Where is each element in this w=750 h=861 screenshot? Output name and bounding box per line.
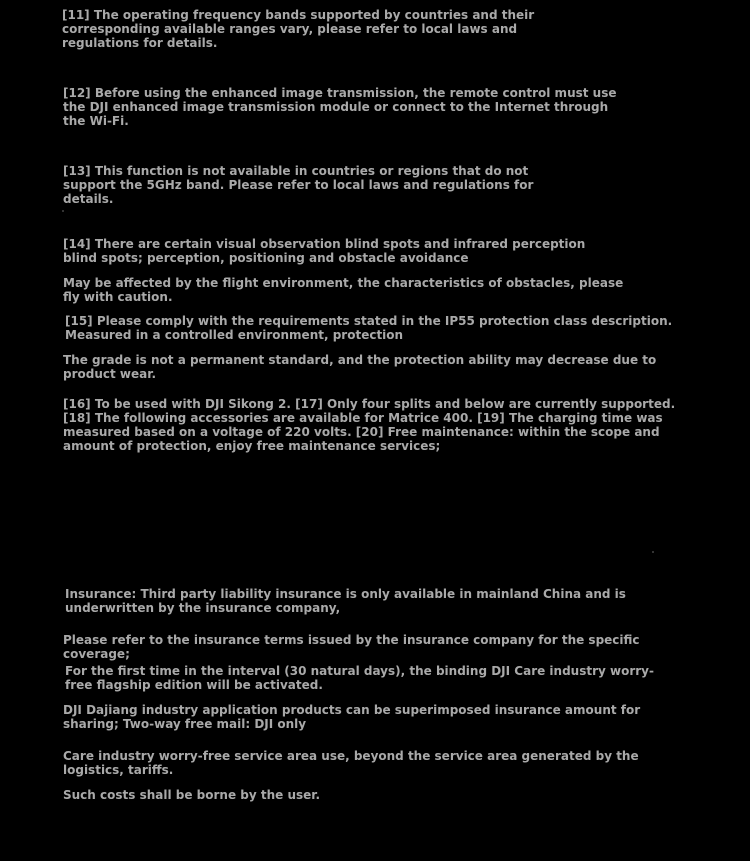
insurance-paragraph-3: For the first time in the interval (30 natural days), the binding DJI Care industry worry-free flagship edition will be activated. (65, 664, 654, 692)
footnote-14-continued: May be affected by the flight environment, the characteristics of obstacles, please fly with caution. (63, 276, 624, 304)
footnote-14: [14] There are certain visual observation blind spots and infrared perception blind spots; perception, positioning and obstacle avoidance (63, 237, 586, 265)
footnote-12: [12] Before using the enhanced image transmission, the remote control must use the DJI enhanced image transmission module or connect to the Internet through the Wi-Fi. (63, 86, 617, 128)
footnote-15-continued: The grade is not a permanent standard, and the protection ability may decrease due to product wear. (63, 353, 657, 381)
insurance-paragraph-2: Please refer to the insurance terms issued by the insurance company for the specific coverage; (63, 633, 640, 661)
insurance-paragraph-1: Insurance: Third party liability insurance is only available in mainland China and is underwritten by the insurance company, (65, 587, 626, 615)
footnote-11: [11] The operating frequency bands supported by countries and their corresponding available ranges vary, please refer to local laws and regulations for details. (62, 8, 535, 50)
insurance-paragraph-4: DJI Dajiang industry application products can be superimposed insurance amount for sharing; Two-way free mail: DJI only (63, 703, 641, 731)
footnote-16-20: [16] To be used with DJI Sikong 2. [17] Only four splits and below are currently supported. [18] The following accessories are available for Matrice 400. [19] The charging time was measured based on a voltage of 220 volts. [20] Free maintenance: within the scope and amount of protection, enjoy free maintenance services; (63, 397, 676, 453)
stray-dot (652, 551, 654, 553)
footnote-13: [13] This function is not available in countries or regions that do not support the 5GHz band. Please refer to local laws and regulations for details. (63, 164, 534, 206)
stray-dot (62, 210, 64, 212)
footnote-15: [15] Please comply with the requirements stated in the IP55 protection class description. Measured in a controlled environment, protection (65, 314, 673, 342)
insurance-paragraph-6: Such costs shall be borne by the user. (63, 788, 321, 802)
insurance-paragraph-5: Care industry worry-free service area use, beyond the service area generated by the logistics, tariffs. (63, 749, 639, 777)
